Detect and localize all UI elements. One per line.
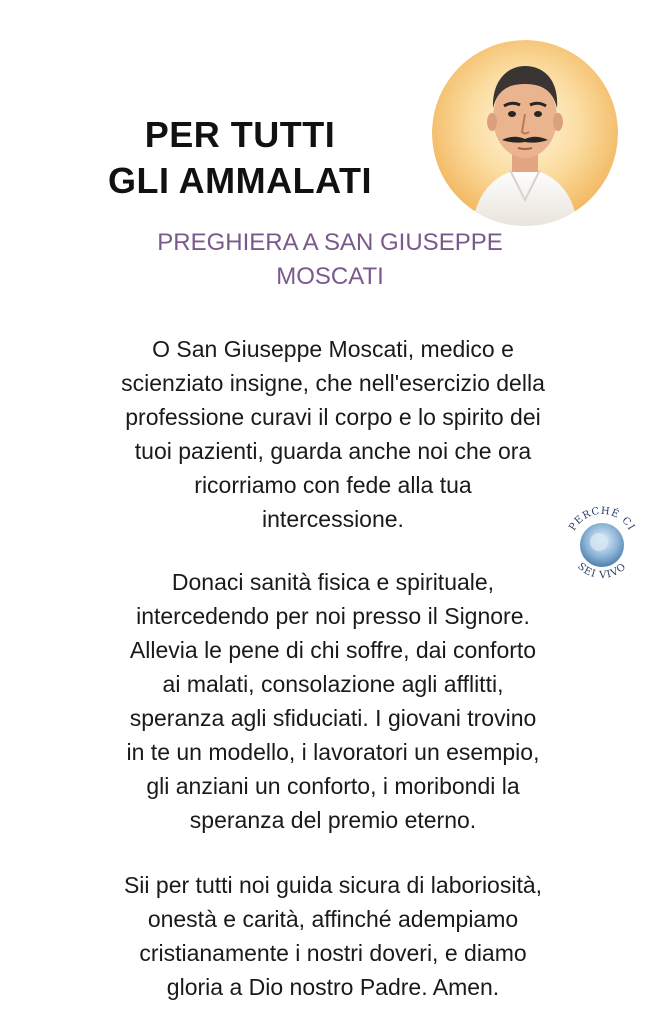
- paragraph-line: O San Giuseppe Moscati, medico e: [152, 336, 514, 362]
- svg-text:PERCHÉ CI: PERCHÉ CI: [567, 505, 637, 533]
- paragraph-line: speranza del premio eterno.: [189, 807, 477, 833]
- paragraph-line: scienziato insigne, che nell'esercizio della: [121, 370, 545, 396]
- title-line: PER TUTTI: [144, 114, 336, 155]
- paragraph-line: Allevia le pene di chi soffre, dai conforto: [129, 637, 537, 663]
- prayer-paragraph-2: [40, 565, 626, 837]
- paragraph-line: speranza agli sfiduciati. I giovani trovino: [129, 705, 537, 731]
- paragraph-line: gloria a Dio nostro Padre. Amen.: [166, 974, 500, 1000]
- page-subtitle: [80, 226, 580, 294]
- subtitle-line: MOSCATI: [276, 263, 384, 290]
- paragraph-line: Donaci sanità fisica e spirituale,: [171, 569, 495, 595]
- paragraph-line: intercedendo per noi presso il Signore.: [136, 603, 530, 629]
- paragraph-line: Sii per tutti noi guida sicura di laboriosità,: [123, 872, 543, 898]
- title-line: GLI AMMALATI: [108, 160, 372, 201]
- paragraph-line: gli anziani un conforto, i moribondi la: [146, 773, 520, 799]
- paragraph-line: intercessione.: [262, 506, 404, 532]
- page-title: [60, 112, 420, 204]
- saint-portrait-icon: [432, 40, 618, 226]
- paragraph-line: cristianamente i nostri doveri, e diamo: [139, 940, 527, 966]
- paragraph-line: in te un modello, i lavoratori un esempio,: [126, 739, 540, 765]
- paragraph-line: onestà e carità, affinché adempiamo: [147, 906, 519, 932]
- paragraph-line: professione curavi il corpo e lo spirito dei: [125, 404, 541, 430]
- paragraph-line: tuoi pazienti, guarda anche noi che ora: [134, 438, 532, 464]
- prayer-paragraph-3: [40, 868, 626, 1004]
- prayer-paragraph-1: [40, 332, 626, 536]
- paragraph-line: ricorriamo con fede alla tua: [194, 472, 472, 498]
- paragraph-line: ai malati, consolazione agli afflitti,: [162, 671, 504, 697]
- subtitle-line: PREGHIERA A SAN GIUSEPPE: [157, 229, 503, 256]
- svg-text:SEI VIVO: SEI VIVO: [575, 561, 629, 582]
